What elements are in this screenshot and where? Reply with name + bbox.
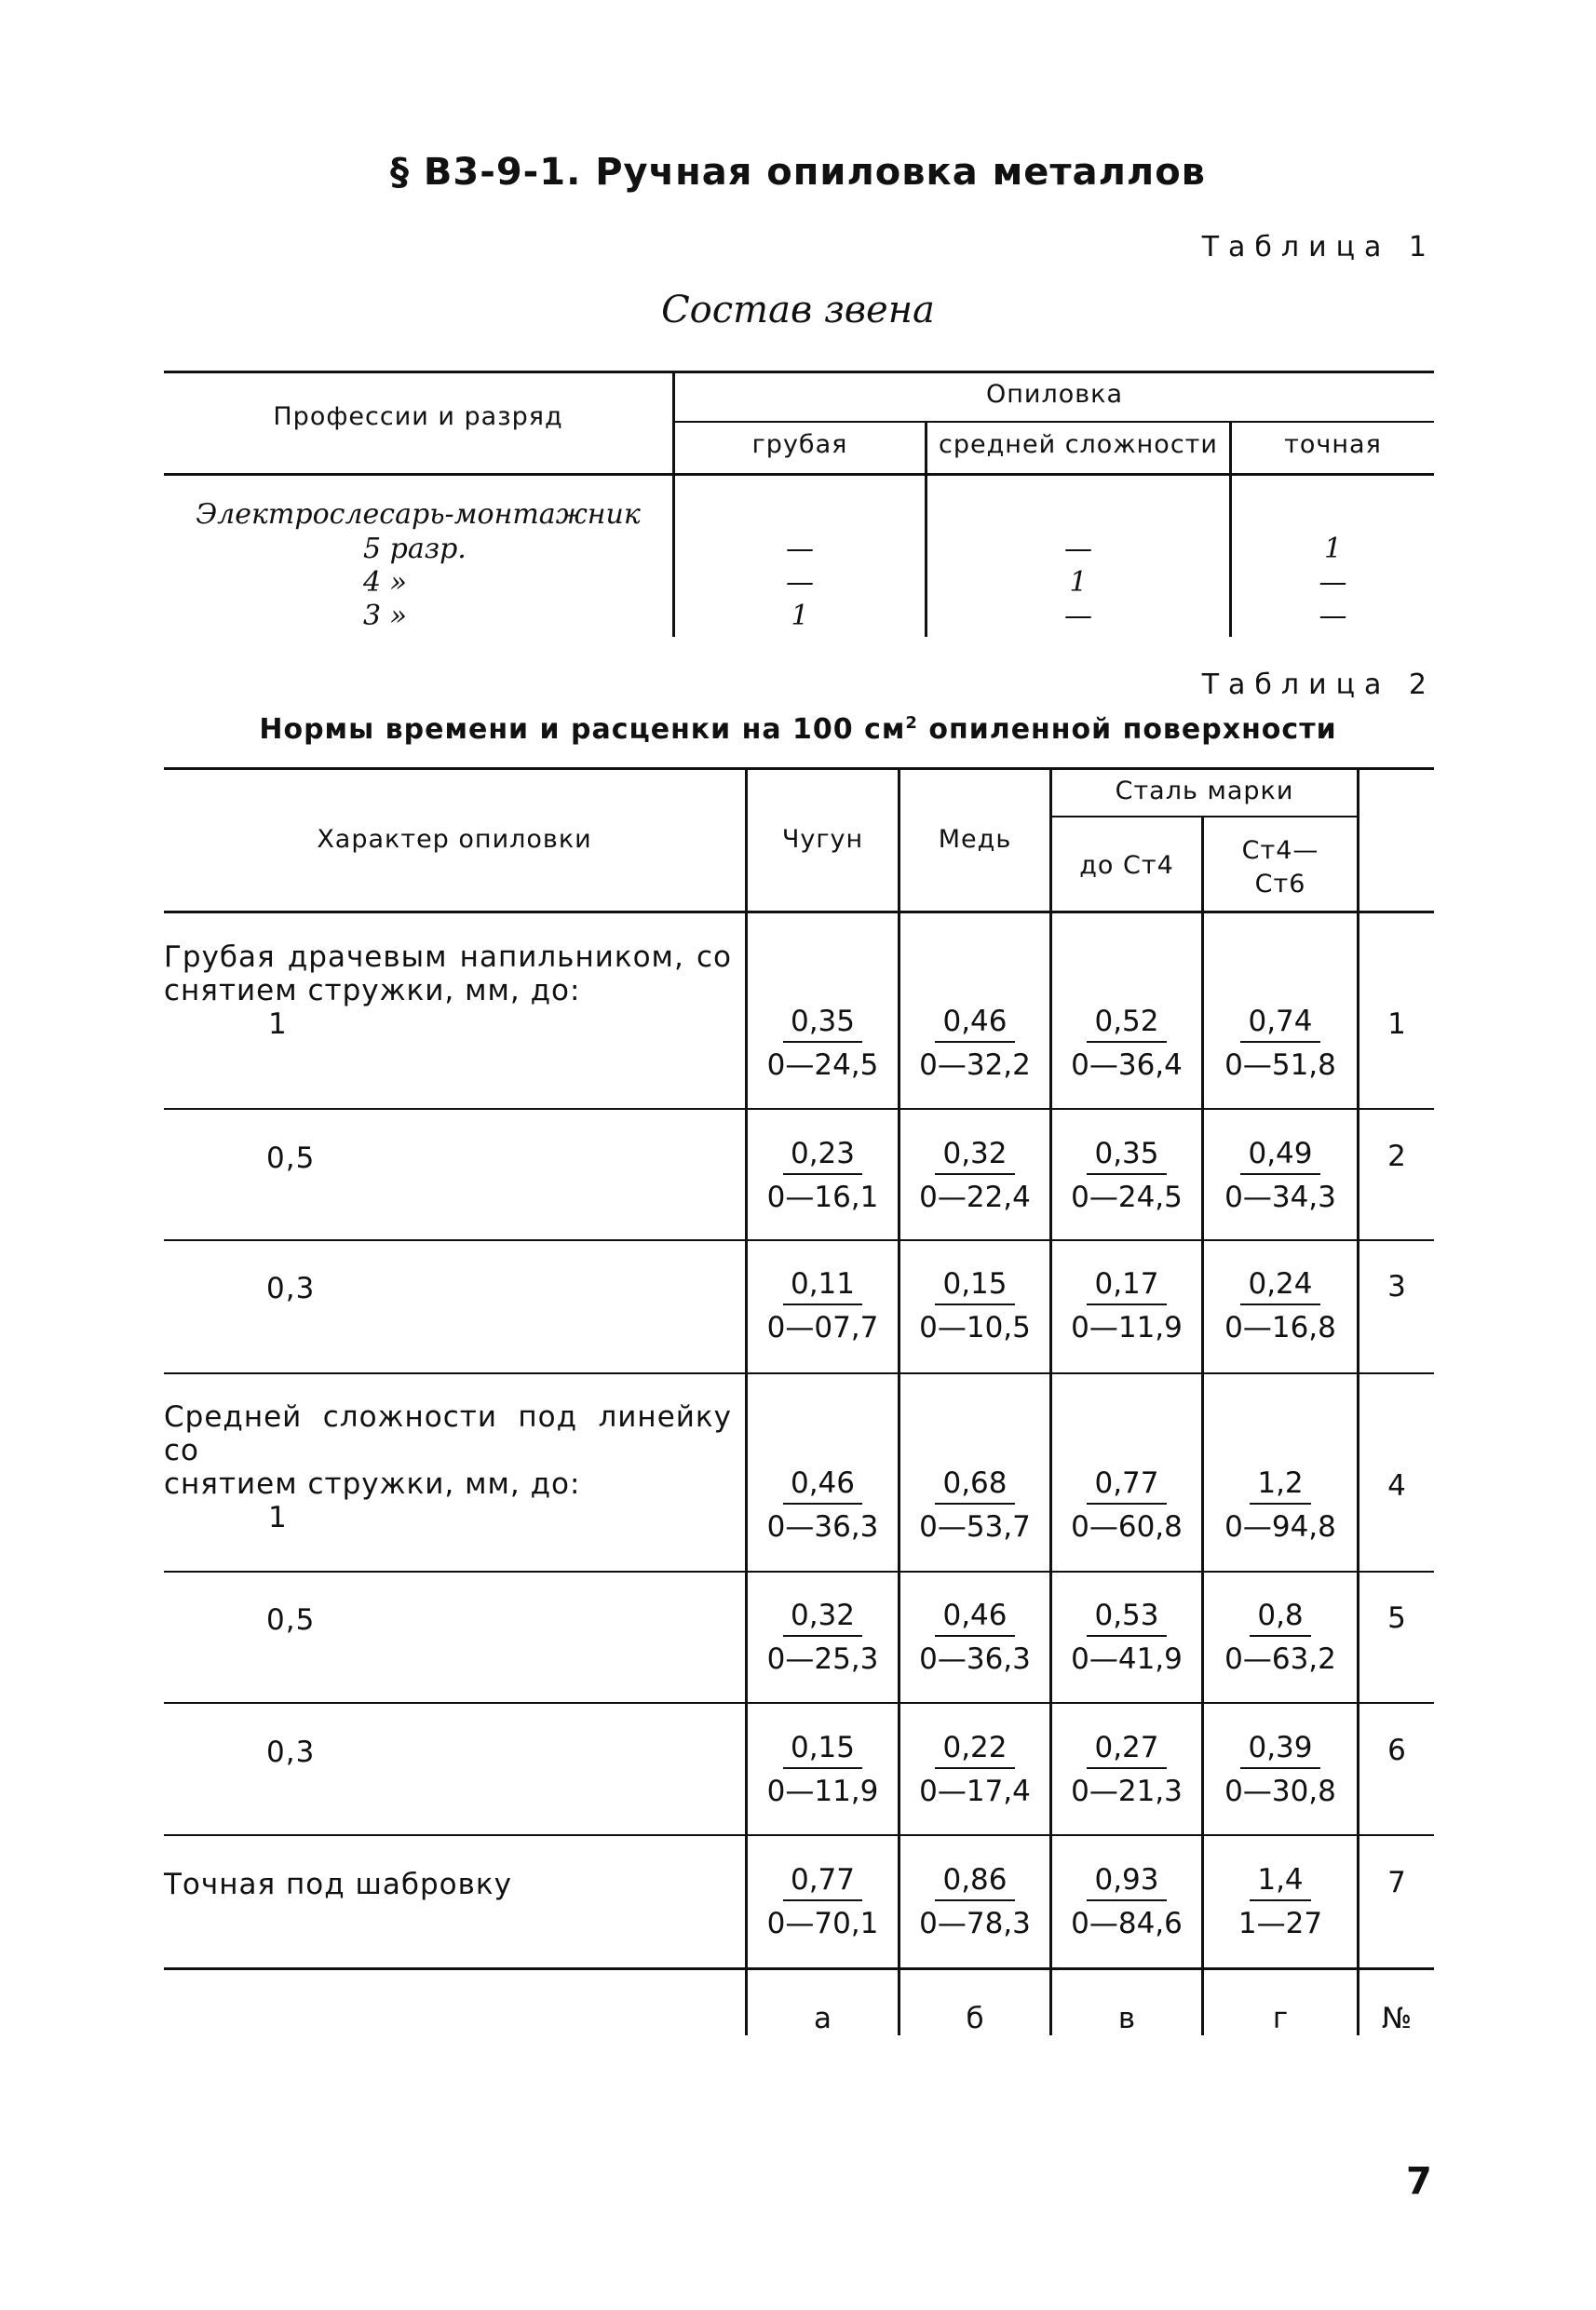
table1-cell: 1	[1069, 566, 1088, 599]
table2-label: Таблица 2	[1201, 669, 1436, 701]
table2-cell: $\frac{0,74}{0—51,8}$	[1224, 1005, 1336, 1082]
table2-cell: $\frac{0,77}{0—70,1}$	[766, 1863, 879, 1940]
table2-footer-label: в	[1117, 2002, 1136, 2035]
table2-row-number: 5	[1387, 1601, 1406, 1635]
table2-cell: $\frac{0,46}{0—36,3}$	[919, 1599, 1031, 1676]
table1-grade: 4 »	[363, 566, 407, 599]
table1-grade: 5 разр.	[363, 533, 467, 565]
table2-row-number: 7	[1387, 1866, 1406, 1899]
table2-header-iron: Чугун	[781, 825, 864, 854]
table1-caption: Состав звена	[661, 289, 935, 331]
table2-cell: $\frac{0,68}{0—53,7}$	[919, 1466, 1031, 1544]
table1-grade: 3 »	[363, 600, 407, 632]
table2-row-number: 3	[1387, 1270, 1406, 1304]
table2-cell: $\frac{0,23}{0—16,1}$	[766, 1137, 879, 1214]
table2-row-number: 1	[1387, 1007, 1406, 1041]
table1-cell: 1	[791, 600, 809, 632]
table2-cell: $\frac{0,77}{0—60,8}$	[1071, 1466, 1183, 1544]
table2-cell: $\frac{0,32}{0—25,3}$	[766, 1599, 879, 1676]
table2-footer-label: б	[966, 2002, 984, 2035]
table2-cell: $\frac{0,8}{0—63,2}$	[1224, 1599, 1336, 1676]
table2-caption: Нормы времени и расценки на 100 $см^2$ опиленной поверхности	[259, 713, 1337, 746]
table2-cell: $\frac{0,15}{0—11,9}$	[766, 1731, 879, 1808]
table2-footer-label: г	[1272, 2002, 1289, 2035]
table2-cell: $\frac{0,53}{0—41,9}$	[1071, 1599, 1183, 1676]
table2-cell: $\frac{0,46}{0—32,2}$	[919, 1005, 1031, 1082]
page-title: § В3-9-1. Ручная опиловка металлов	[389, 151, 1206, 194]
table2-cell: $\frac{0,39}{0—30,8}$	[1224, 1731, 1336, 1808]
table1-cell: 1	[1323, 533, 1343, 565]
table2-cell: $\frac{0,24}{0—16,8}$	[1224, 1267, 1336, 1344]
page-number: 7	[1406, 2160, 1432, 2203]
table1-cell: —	[786, 566, 814, 599]
table1-header-fine: точная	[1284, 430, 1382, 459]
table2-row-desc: Грубая драчевым напильником, со снятием стружки, мм, до: 1	[164, 940, 732, 1041]
table2-row-desc: 0,5	[266, 1141, 316, 1175]
table1-cell: —	[786, 533, 814, 565]
table1-header-medium: средней сложности	[939, 430, 1218, 459]
table2-row-desc: Точная под шабровку	[164, 1868, 512, 1901]
table2-row-desc: 0,3	[266, 1736, 316, 1769]
table2-row-number: 6	[1387, 1734, 1406, 1767]
table2-cell: $\frac{1,4}{1—27}$	[1238, 1863, 1323, 1940]
table1-cell: —	[1064, 533, 1092, 565]
table2-footer-label: №	[1381, 2002, 1413, 2035]
table1-header-group: Опиловка	[986, 380, 1123, 409]
table1-header-profession: Профессии и разряд	[273, 402, 563, 431]
table2-cell: $\frac{0,86}{0—78,3}$	[919, 1863, 1031, 1940]
table2-cell: $\frac{0,15}{0—10,5}$	[919, 1267, 1031, 1344]
table2-cell: $\frac{0,35}{0—24,5}$	[1071, 1137, 1183, 1214]
table2-header-steel-b: Ст4— Ст6	[1241, 836, 1319, 898]
table1-profession: Электрослесарь-монтажник	[196, 498, 641, 531]
table2-header-copper: Медь	[938, 825, 1012, 854]
table2-header-character: Характер опиловки	[317, 825, 592, 854]
table2-cell: $\frac{0,49}{0—34,3}$	[1224, 1137, 1336, 1214]
table1-label: Таблица 1	[1201, 231, 1436, 263]
table2-cell: $\frac{0,17}{0—11,9}$	[1071, 1267, 1183, 1344]
table2-cell: $\frac{0,93}{0—84,6}$	[1071, 1863, 1183, 1940]
table1-cell: —	[1064, 600, 1092, 632]
table2-row-number: 4	[1387, 1469, 1406, 1503]
table1-header-rough: грубая	[751, 430, 848, 459]
table2-cell: $\frac{0,11}{0—07,7}$	[766, 1267, 879, 1344]
table2-row-desc: 0,5	[266, 1603, 316, 1637]
table2-cell: $\frac{1,2}{0—94,8}$	[1224, 1466, 1336, 1544]
table2-row-desc: Средней сложности под линейку со снятием стружки, мм, до: 1	[164, 1400, 732, 1534]
table2-cell: $\frac{0,46}{0—36,3}$	[766, 1466, 879, 1544]
table2-footer-label: а	[814, 2002, 832, 2035]
table2-cell: $\frac{0,35}{0—24,5}$	[766, 1005, 879, 1082]
table2-row-number: 2	[1387, 1140, 1406, 1173]
table2-row-desc: 0,3	[266, 1272, 316, 1305]
table2-cell: $\frac{0,22}{0—17,4}$	[919, 1731, 1031, 1808]
table1-cell: —	[1319, 566, 1347, 599]
table2-header-steel: Сталь марки	[1115, 777, 1294, 805]
table2-cell: $\frac{0,32}{0—22,4}$	[919, 1137, 1031, 1214]
table2-cell: $\frac{0,27}{0—21,3}$	[1071, 1731, 1183, 1808]
table1-cell: —	[1319, 600, 1347, 632]
table2-cell: $\frac{0,52}{0—36,4}$	[1071, 1005, 1183, 1082]
table2-header-steel-a: до Ст4	[1079, 851, 1174, 880]
